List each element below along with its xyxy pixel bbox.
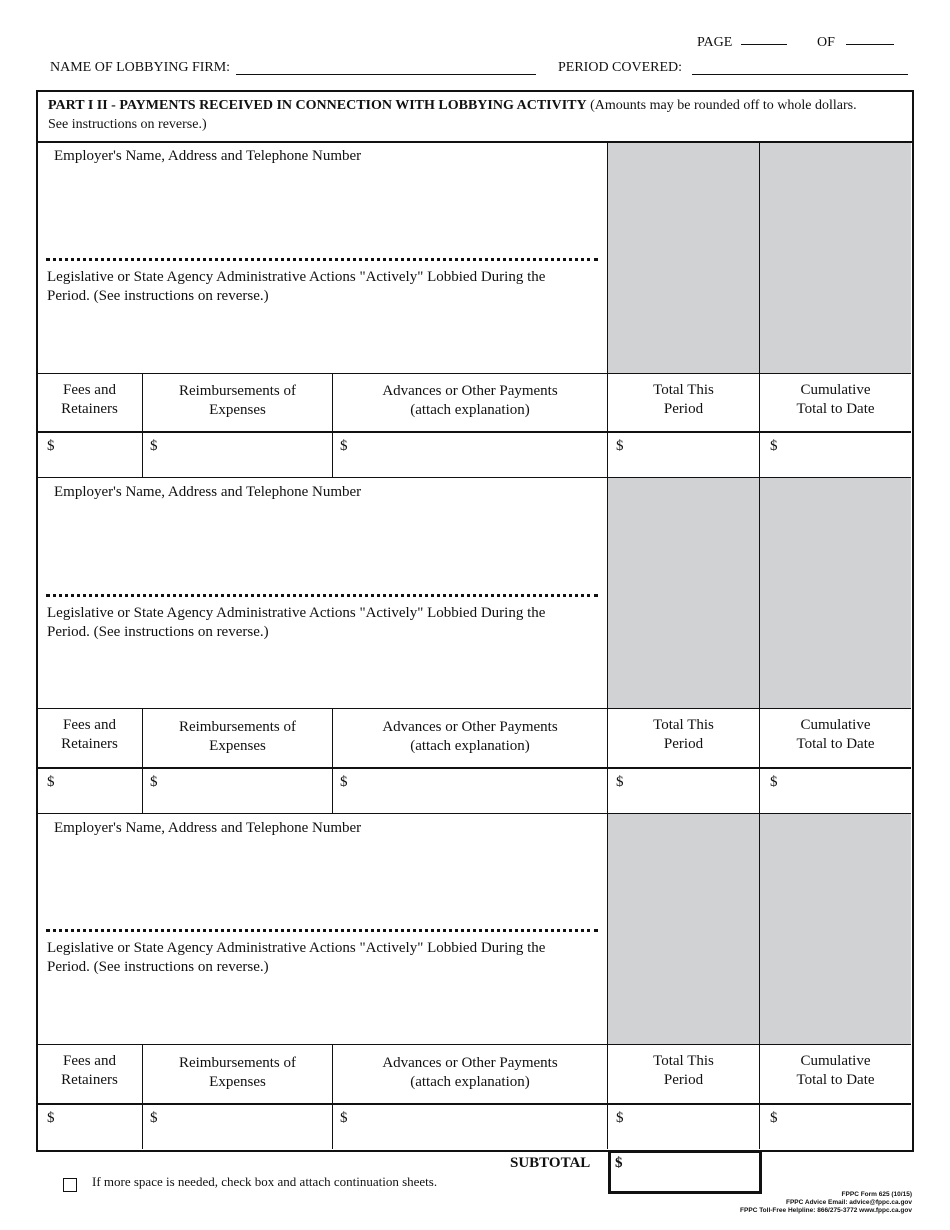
col-header-fees xyxy=(37,716,142,754)
form-footer-info xyxy=(700,1191,912,1215)
employer-field[interactable] xyxy=(40,837,600,927)
divider xyxy=(607,813,608,1149)
col-header-fees-2: Retainers xyxy=(61,401,118,417)
helpline: FPPC Toll-Free Helpline: 866/275-3772 www.fppc.ca.gov xyxy=(740,1207,912,1214)
part-title xyxy=(48,96,908,134)
employer-label: Employer's Name, Address and Telephone Number xyxy=(54,148,362,164)
page-total-field[interactable] xyxy=(846,44,894,45)
total-period-amount-field[interactable]: $ xyxy=(616,438,624,454)
employer-field[interactable] xyxy=(40,501,600,591)
period-covered-field[interactable] xyxy=(692,74,908,75)
divider xyxy=(37,708,911,709)
firm-name-label: NAME OF LOBBYING FIRM: xyxy=(50,60,231,75)
col-header-fees-1: Fees and xyxy=(63,1053,116,1069)
col-header-reimb-1: Reimbursements of xyxy=(178,1055,297,1071)
form-id: FPPC Form 625 (10/15) xyxy=(841,1191,912,1198)
col-header-cum-1: Cumulative xyxy=(800,1053,871,1069)
part-title-bold: PART I II - PAYMENTS RECEIVED IN CONNECTION WITH LOBBYING ACTIVITY xyxy=(48,98,587,113)
employer-label: Employer's Name, Address and Telephone Number xyxy=(54,484,362,500)
col-header-cum-2: Total to Date xyxy=(796,736,875,752)
actions-field[interactable] xyxy=(40,306,600,370)
actions-field[interactable] xyxy=(40,642,600,706)
continuation-text: If more space is needed, check box and attach continuation sheets. xyxy=(92,1174,438,1189)
subtotal-field[interactable] xyxy=(608,1150,762,1194)
firm-name-field[interactable] xyxy=(236,74,536,75)
divider xyxy=(37,767,911,769)
col-header-cumulative xyxy=(760,716,911,754)
of-label: OF xyxy=(817,35,835,50)
col-header-total xyxy=(608,716,759,754)
fees-amount-field[interactable]: $ xyxy=(47,774,55,790)
cumulative-amount-field[interactable]: $ xyxy=(770,774,778,790)
col-header-fees-1: Fees and xyxy=(63,382,116,398)
dotted-separator xyxy=(46,258,598,261)
reimbursements-amount-field[interactable]: $ xyxy=(150,1110,158,1126)
part-title-line2: See instructions on reverse.) xyxy=(48,117,207,132)
page-label: PAGE xyxy=(697,35,733,50)
col-header-fees-1: Fees and xyxy=(63,717,116,733)
subtotal-dollar: $ xyxy=(615,1155,623,1171)
reimbursements-amount-field[interactable]: $ xyxy=(150,774,158,790)
col-header-total xyxy=(608,381,759,419)
divider xyxy=(759,813,760,1149)
divider xyxy=(37,1044,911,1045)
col-header-adv-1: Advances or Other Payments xyxy=(382,383,558,399)
subtotal-label: SUBTOTAL xyxy=(510,1155,591,1171)
col-header-cum-2: Total to Date xyxy=(796,1072,875,1088)
col-header-total-1: Total This xyxy=(653,717,714,733)
col-header-adv-1: Advances or Other Payments xyxy=(382,1055,558,1071)
divider xyxy=(37,431,911,433)
period-covered-label: PERIOD COVERED: xyxy=(558,60,683,75)
reimbursements-amount-field[interactable]: $ xyxy=(150,438,158,454)
col-header-fees-2: Retainers xyxy=(61,736,118,752)
col-header-reimb-1: Reimbursements of xyxy=(178,719,297,735)
actions-line1: Legislative or State Agency Administrative Actions "Actively" Lobbied During the xyxy=(47,605,546,621)
divider xyxy=(759,477,760,813)
total-period-amount-field[interactable]: $ xyxy=(616,774,624,790)
col-header-total-2: Period xyxy=(663,1072,704,1088)
col-header-total-2: Period xyxy=(663,736,704,752)
actions-line2: Period. (See instructions on reverse.) xyxy=(47,624,269,640)
col-header-cum-1: Cumulative xyxy=(800,717,871,733)
employer-label: Employer's Name, Address and Telephone Number xyxy=(54,820,362,836)
col-header-advances xyxy=(333,718,607,756)
col-header-advances xyxy=(333,1054,607,1092)
col-header-total-1: Total This xyxy=(653,382,714,398)
col-header-reimbursements xyxy=(143,382,332,420)
col-header-adv-2: (attach explanation) xyxy=(410,402,530,418)
col-header-adv-2: (attach explanation) xyxy=(410,1074,530,1090)
col-header-cumulative xyxy=(760,381,911,419)
col-header-total xyxy=(608,1052,759,1090)
col-header-advances xyxy=(333,382,607,420)
col-header-adv-2: (attach explanation) xyxy=(410,738,530,754)
cumulative-amount-field[interactable]: $ xyxy=(770,1110,778,1126)
col-header-cum-2: Total to Date xyxy=(796,401,875,417)
divider xyxy=(759,431,760,477)
actions-label xyxy=(47,939,545,977)
employer-field[interactable] xyxy=(40,165,600,255)
divider xyxy=(607,477,608,813)
divider xyxy=(37,1103,911,1105)
col-header-reimb-2: Expenses xyxy=(209,1074,266,1090)
divider xyxy=(607,431,608,477)
actions-field[interactable] xyxy=(40,977,600,1041)
advances-amount-field[interactable]: $ xyxy=(340,1110,348,1126)
advances-amount-field[interactable]: $ xyxy=(340,774,348,790)
col-header-total-1: Total This xyxy=(653,1053,714,1069)
actions-line1: Legislative or State Agency Administrative Actions "Actively" Lobbied During the xyxy=(47,940,546,956)
col-header-reimb-2: Expenses xyxy=(209,402,266,418)
actions-line2: Period. (See instructions on reverse.) xyxy=(47,959,269,975)
col-header-cumulative xyxy=(760,1052,911,1090)
fees-amount-field[interactable]: $ xyxy=(47,438,55,454)
col-header-total-2: Period xyxy=(663,401,704,417)
actions-line1: Legislative or State Agency Administrative Actions "Actively" Lobbied During the xyxy=(47,269,546,285)
dotted-separator xyxy=(46,594,598,597)
dotted-separator xyxy=(46,929,598,932)
actions-label xyxy=(47,268,545,306)
divider xyxy=(37,373,911,374)
actions-label xyxy=(47,604,545,642)
col-header-reimbursements xyxy=(143,1054,332,1092)
advice-email: FPPC Advice Email: advice@fppc.ca.gov xyxy=(785,1199,912,1206)
page-number-field[interactable] xyxy=(741,44,787,45)
col-header-fees-2: Retainers xyxy=(61,1072,118,1088)
col-header-fees xyxy=(37,381,142,419)
col-header-fees xyxy=(37,1052,142,1090)
col-header-reimb-2: Expenses xyxy=(209,738,266,754)
col-header-adv-1: Advances or Other Payments xyxy=(382,719,558,735)
actions-line2: Period. (See instructions on reverse.) xyxy=(47,288,269,304)
fees-amount-field[interactable]: $ xyxy=(47,1110,55,1126)
part-title-note: (Amounts may be rounded off to whole dollars. xyxy=(586,98,857,113)
advances-amount-field[interactable]: $ xyxy=(340,438,348,454)
cumulative-amount-field[interactable]: $ xyxy=(770,438,778,454)
total-period-amount-field[interactable]: $ xyxy=(616,1110,624,1126)
col-header-reimb-1: Reimbursements of xyxy=(178,383,297,399)
col-header-cum-1: Cumulative xyxy=(800,382,871,398)
continuation-checkbox[interactable] xyxy=(63,1178,77,1192)
col-header-reimbursements xyxy=(143,718,332,756)
